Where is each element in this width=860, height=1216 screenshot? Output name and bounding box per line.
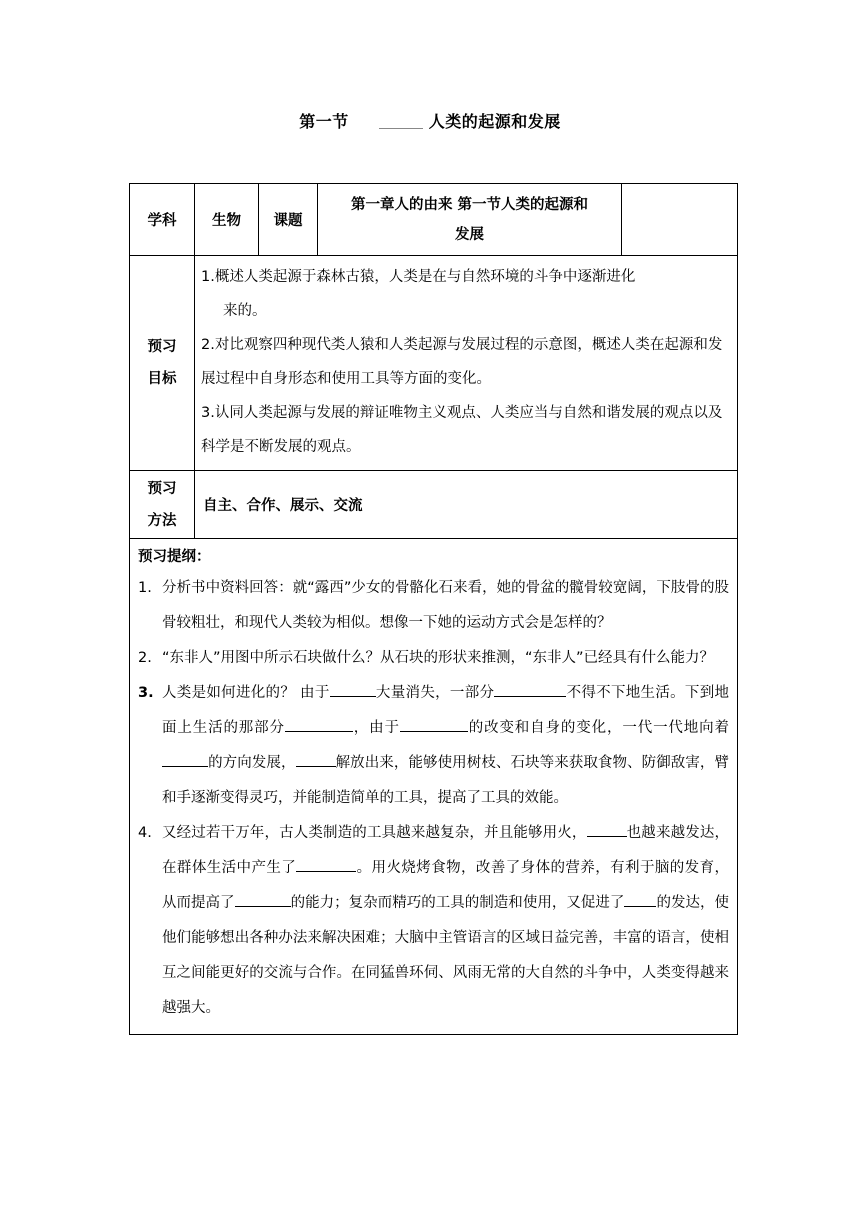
title-underline [379, 114, 423, 129]
page-title [0, 109, 860, 132]
fill-blank[interactable] [235, 892, 291, 908]
course-value-line2: 发展 [455, 226, 484, 243]
question-4-text [162, 816, 729, 1026]
question-4-number: 4. [138, 825, 152, 841]
question-3-part-b: 大量消失，一部分 [375, 685, 495, 701]
title-section: 第一节 [299, 112, 349, 131]
method-value: 自主、合作、展示、交流 [195, 471, 738, 539]
goals-label [130, 256, 195, 471]
question-3-number: 3. [138, 685, 154, 701]
subject-value: 生物 [195, 184, 259, 256]
question-3-part-f: 的方向发展， [208, 755, 296, 771]
question-4-part-a: 又经过若干万年，古人类制造的工具越来越复杂，并且能够用火， [162, 825, 587, 841]
subject-label: 学科 [130, 184, 195, 256]
question-3-part-a: 人类是如何进化的？ 由于 [162, 685, 330, 701]
question-2-text: “东非人”用图中所示石块做什么？从石块的形状来推测，“东非人”已经具有什么能力？ [162, 650, 715, 666]
question-3-part-c: 不得不下地生活。下到地面上生活的那部分 [162, 685, 730, 736]
fill-blank[interactable] [296, 752, 336, 768]
method-label-line1: 预习 [147, 480, 177, 497]
goal-item-3: 3.认同人类起源与发展的辩证唯物主义观点、人类应当与自然和谐发展的观点以及科学是不断发展的观点。 [201, 405, 723, 455]
goal-item-2: 2.对比观察四种现代类人猿和人类起源与发展过程的示意图，概述人类在起源和发展过程中自身形态和使用工具等方面的变化。 [201, 337, 723, 387]
fill-blank[interactable] [285, 717, 353, 733]
question-3-part-e: 的改变和自身的变化，一代一代地向着 [467, 720, 730, 736]
course-value [318, 184, 622, 256]
question-4-part-c: 。用火烧烤食物，改善了身体的营养，有利于脑的发育，从而提高了 [162, 860, 730, 911]
outline-content [130, 539, 738, 1035]
method-label [130, 471, 195, 539]
fill-blank[interactable] [400, 717, 468, 733]
goals-label-line2: 目标 [147, 371, 177, 387]
outline-heading: 预习提纲： [138, 549, 211, 565]
fill-blank[interactable] [296, 857, 356, 873]
lesson-table [129, 183, 738, 1035]
fill-blank[interactable] [330, 682, 376, 698]
question-1-number: 1. [138, 580, 152, 596]
question-3-part-d: ，由于 [352, 720, 400, 736]
title-topic: 人类的起源和发展 [428, 112, 561, 131]
question-3 [138, 676, 729, 816]
course-value-line1: 第一章人的由来 第一节人类的起源和 [350, 196, 589, 213]
question-4-part-b: 也越来越发达，在群体生活中产生了 [162, 825, 730, 876]
goals-label-line1: 预习 [147, 339, 177, 355]
outline-row [130, 539, 738, 1035]
question-1-text: 分析书中资料回答：就“露西”少女的骨骼化石来看，她的骨盆的髋骨较宽阔，下肢骨的股骨较粗壮，和现代人类较为相似。想像一下她的运动方式会是怎样的？ [162, 580, 729, 631]
goals-content [195, 256, 738, 471]
method-label-line2: 方法 [147, 512, 177, 529]
fill-blank[interactable] [624, 892, 656, 908]
question-4-part-e: 的发达，使他们能够想出各种办法来解决困难；大脑中主管语言的区域日益完善，丰富的语言，使相互之间能更好的交流与合作。在同猛兽环伺、风雨无常的大自然的斗争中，人类变得越来越强大。 [162, 895, 730, 1016]
question-2 [138, 641, 729, 676]
question-4 [138, 816, 729, 1026]
goal-item-1-line1: 1.概述人类起源于森林古猿，人类是在与自然环境的斗争中逐渐进化 [201, 269, 636, 285]
goals-row [130, 256, 738, 471]
course-label: 课题 [259, 184, 318, 256]
fill-blank[interactable] [162, 752, 208, 768]
question-1 [138, 571, 729, 641]
question-2-number: 2. [138, 650, 152, 666]
empty-cell [622, 184, 738, 256]
question-3-part-g: 解放出来，能够使用树枝、石块等来获取食物、防御敌害，臂和手逐渐变得灵巧，并能制造简单的工具，提高了工具的效能。 [162, 755, 729, 806]
method-row [130, 471, 738, 539]
question-3-text [162, 676, 729, 816]
goal-item-1-line2: 来的。 [223, 303, 267, 319]
question-4-part-d: 的能力；复杂而精巧的工具的制造和使用，又促进了 [290, 895, 625, 911]
header-row [130, 184, 738, 256]
fill-blank[interactable] [494, 682, 566, 698]
fill-blank[interactable] [587, 822, 627, 838]
